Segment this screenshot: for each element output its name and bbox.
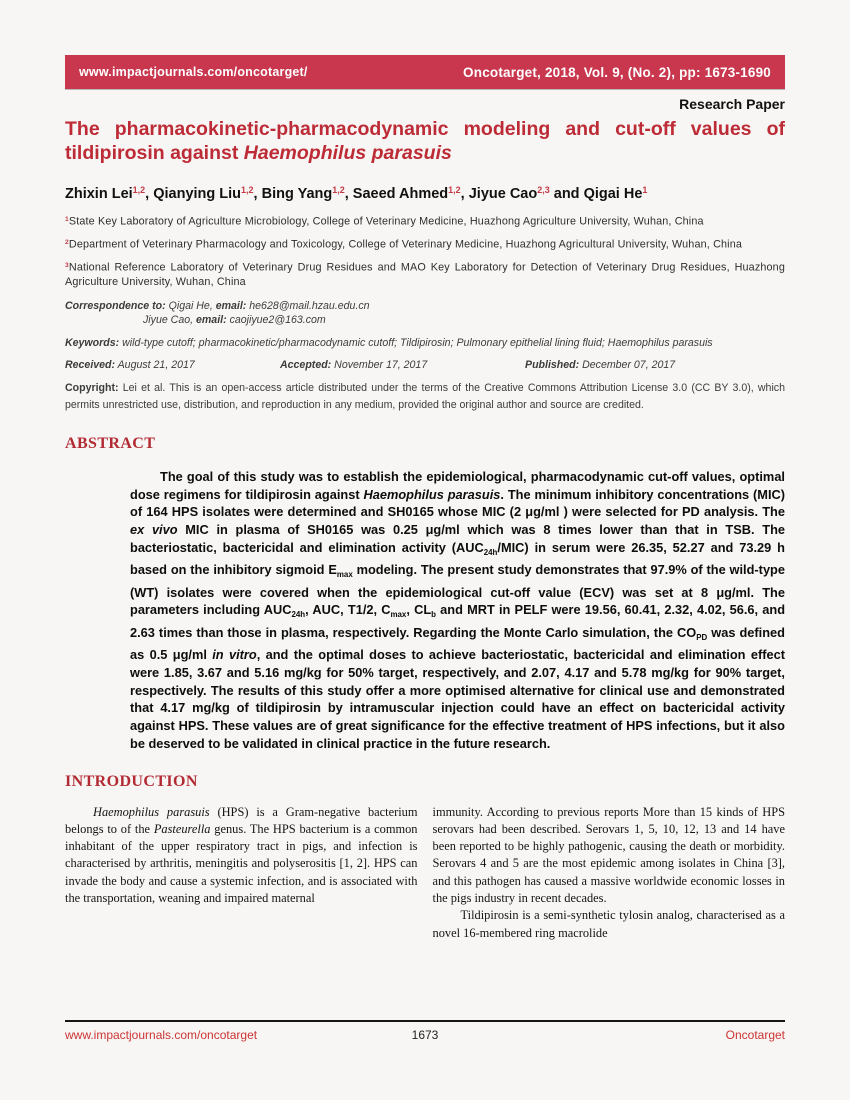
intro-paragraph-2: Tildipirosin is a semi-synthetic tylosin analog, characterised as a novel 16-membered ring macrolide bbox=[432, 908, 785, 940]
received-date: Received: August 21, 2017 bbox=[65, 358, 195, 371]
citation-text: Oncotarget, 2018, Vol. 9, (No. 2), pp: 1673-1690 bbox=[463, 64, 771, 80]
intro-column-left bbox=[65, 804, 418, 942]
correspondence-block bbox=[65, 299, 785, 327]
intro-column-right bbox=[433, 804, 786, 942]
keywords-line: Keywords: wild-type cutoff; pharmacokinetic/pharmacodynamic cutoff; Tildipirosin; Pulmonary epithelial lining fluid; Haemophilus parasuis bbox=[65, 336, 713, 349]
affiliation-3: $^3$National Reference Laboratory of Veterinary Drug Residues and MAO Key Laboratory for Detection of Veterinary Drug Residues, Huazhong Agriculture University, Wuhan, China bbox=[65, 261, 785, 289]
affiliation-1: $^1$State Key Laboratory of Agriculture Microbiology, College of Veterinary Medicine, Huazhong Agriculture University, Wuhan, China bbox=[65, 215, 704, 228]
copyright-text: Copyright: Lei et al. This is an open-access article distributed under the terms of the Creative Commons Attribution License 3.0 (CC BY 3.0), which permits unrestricted use, distribution, and reproduction in any medium, provided the original author and source are credited. bbox=[65, 381, 785, 412]
article-title: The pharmacokinetic-pharmacodynamic modeling and cut-off values of tildipirosin against Haemophilus parasuis bbox=[65, 118, 785, 164]
affiliations-block bbox=[65, 213, 785, 290]
abstract-body: The goal of this study was to establish the epidemiological, pharmacodynamic cut-off values, optimal dose regimens for tildipirosin against Haemophilus parasuis. The minimum inhibitory concentrations (MIC) of 164 HPS isolates were determined and SH0165 whose MIC (2 μg/ml ) were selected for PD analysis. The ex vivo MIC in plasma of SH0165 was 0.25 μg/ml which was 8 times lower than that in TSB. The bacteriostatic, bactericidal and elimination activity $(AUC_{24h}/MIC)$ in serum were 26.35, 52.27 and 73.29 h based on the inhibitory sigmoid $E_{max}$ modeling. The present study demonstrates that 97.9% of the wild-type (WT) isolates were covered when the epidemiological cut-off value (ECV) was set at 8 μg/ml. The parameters including $AUC_{24h}$, AUC, T1/2, $C_{max}$, $CL_b$ and MRT in PELF were 19.56, 60.41, 2.32, 4.02, 56.6, and 2.63 times than those in plasma, respectively. Regarding the Monte Carlo simulation, the $CO_{PD}$ was defined as 0.5 μg/ml in vitro, and the optimal doses to achieve bacteriostatic, bactericidal and elimination effect were 1.85, 3.67 and 5.16 mg/kg for 50% target, respectively, and 2.07, 4.17 and 5.78 mg/kg for 90% target, respectively. The results of this study offer a more optimised alternative for clinical use and demonstrated that 4.17 mg/kg of tildipirosin by intramuscular injection could have an effect on bactericidal activity against HPS. These values are of great significance for the effective treatment of HPS infections, but it also be deserved to be validated in clinical practice in the future research. bbox=[130, 468, 786, 751]
correspondence-line-1[interactable]: Correspondence to: Qigai He, email: he628@mail.hzau.edu.cn bbox=[65, 299, 370, 312]
accepted-date: Accepted: November 17, 2017 bbox=[280, 358, 428, 371]
footer-url-link[interactable]: www.impactjournals.com/oncotarget bbox=[65, 1028, 258, 1042]
intro-paragraph-1: Haemophilus parasuis (HPS) is a Gram-negative bacterium belongs to of the Pasteurella genus. The HPS bacterium is a common inhabitant of the upper respiratory tract in pigs, and infection is characterised by arthritis, meningitis and polyserositis [1, 2]. HPS can invade the body and cause a systemic infection, and is associated with the transportation, weaning and impaired maternal bbox=[65, 804, 418, 906]
research-paper-label: Research Paper bbox=[679, 96, 785, 112]
dates-line bbox=[65, 359, 785, 371]
page-footer bbox=[65, 1020, 785, 1042]
page-number: 1673 bbox=[411, 1028, 439, 1042]
introduction-heading: INTRODUCTION bbox=[65, 772, 198, 790]
published-date: Published: December 07, 2017 bbox=[525, 358, 676, 371]
introduction-columns bbox=[65, 804, 785, 942]
header-bar bbox=[65, 55, 785, 89]
journal-url-link[interactable]: www.impactjournals.com/oncotarget/ bbox=[79, 65, 308, 79]
affiliation-2: $^2$Department of Veterinary Pharmacology and Toxicology, College of Veterinary Medicine, Huazhong Agricultural University, Wuhan, China bbox=[65, 238, 743, 251]
authors-line: Zhixin Lei$^{1,2}$, Qianying Liu$^{1,2}$, Bing Yang$^{1,2}$, Saeed Ahmed$^{1,2}$, Jiyue Cao$^{2,3}$ and Qigai He$^1$ bbox=[65, 185, 648, 202]
intro-paragraph-1-cont: immunity. According to previous reports More than 15 kinds of HPS serovars had been described. Serovars 1, 5, 10, 12, 13 and 14 have been reported to be highly pathogenic, causing the death or morbidity. Serovars 4 and 5 are the most epidemic among isolates in China [3], and this pathogen has caused a massive worldwide economic losses in the pigs industry in recent decades. bbox=[432, 804, 785, 906]
footer-journal-link[interactable]: Oncotarget bbox=[725, 1028, 786, 1042]
correspondence-line-2[interactable]: Jiyue Cao, email: caojiyue2@163.com bbox=[143, 313, 326, 326]
abstract-heading: ABSTRACT bbox=[65, 434, 156, 452]
